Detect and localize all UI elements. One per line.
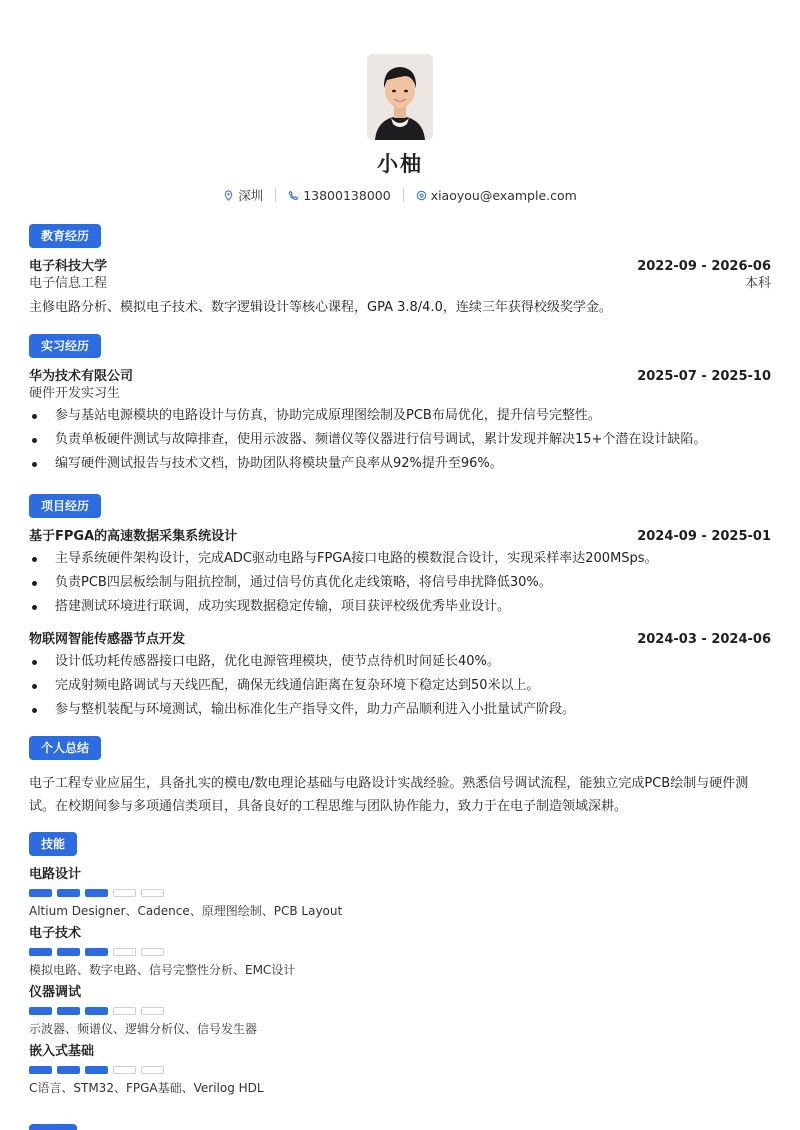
contact-email[interactable] (416, 188, 577, 203)
projects-section (29, 494, 771, 722)
company-name: 华为技术有限公司 (29, 369, 134, 384)
skill-item (29, 866, 771, 919)
internship-role: 硬件开发实习生 (29, 386, 121, 401)
school-name: 电子科技大学 (29, 259, 108, 274)
skill-level-empty (113, 889, 136, 897)
degree: 本科 (744, 276, 771, 291)
contact-row (29, 186, 771, 204)
skill-item (29, 984, 771, 1037)
skill-level-empty (141, 948, 164, 956)
resume-header (29, 0, 771, 204)
education-subrow (29, 275, 771, 292)
skill-level-filled (29, 948, 52, 956)
skill-level-filled (85, 948, 108, 956)
major: 电子信息工程 (29, 276, 108, 291)
project-bullets (29, 547, 771, 619)
list-item: 搭建测试环境进行联调，成功实现数据稳定传输，项目获评校级优秀毕业设计。 (29, 595, 771, 619)
skills-list (29, 866, 771, 1096)
project-row (29, 631, 771, 648)
summary-text: 电子工程专业应届生，具备扎实的模电/数电理论基础与电路设计实战经验。熟悉信号调试流程，能独立完成PCB绘制与硬件测试。在校期间参与多项通信类项目，具备良好的工程思维与团队协作能力，致力于在电子制造领域深耕。 (29, 776, 749, 814)
contact-phone (288, 188, 390, 203)
skill-level-filled (57, 948, 80, 956)
skill-item (29, 925, 771, 978)
phone-icon (288, 190, 299, 201)
skill-name: 电路设计 (29, 867, 82, 882)
email-text[interactable]: xiaoyou@example.com (430, 187, 577, 203)
project-bullets (29, 650, 771, 722)
skill-description: 示波器、频谱仪、逻辑分析仪、信号发生器 (29, 1022, 258, 1036)
summary-section (29, 736, 771, 818)
skill-level-bars (29, 948, 771, 956)
skill-item (29, 1043, 771, 1096)
skill-level-bars (29, 1066, 771, 1074)
skills-heading: 技能 (29, 832, 77, 856)
skill-level-filled (57, 1066, 80, 1074)
list-item: 完成射频电路调试与天线匹配，确保无线通信距离在复杂环境下稳定达到50米以上。 (29, 674, 771, 698)
projects-heading: 项目经历 (29, 494, 101, 518)
skills-section (29, 832, 771, 1096)
list-item: 编写硬件测试报告与技术文档，协助团队将模块量产良率从92%提升至96%。 (29, 452, 771, 476)
location-text: 深圳 (238, 188, 264, 203)
project-name: 物联网智能传感器节点开发 (29, 632, 186, 647)
contact-divider (403, 188, 404, 202)
contact-divider (275, 188, 276, 202)
project-row (29, 528, 771, 545)
candidate-name: 小柚 (377, 152, 423, 176)
project-name: 基于FPGA的高速数据采集系统设计 (29, 529, 238, 544)
skill-description: C语言、STM32、FPGA基础、Verilog HDL (29, 1081, 264, 1095)
list-item: 参与基站电源模块的电路设计与仿真，协助完成原理图绘制及PCB布局优化，提升信号完整性。 (29, 404, 771, 428)
education-date: 2022-09 - 2026-06 (637, 259, 771, 274)
skill-level-empty (113, 948, 136, 956)
list-item: 参与整机装配与环境测试，输出标准化生产指导文件，助力产品顺利进入小批量试产阶段。 (29, 698, 771, 722)
internship-bullets (29, 404, 771, 476)
education-description: 主修电路分析、模拟电子技术、数字逻辑设计等核心课程，GPA 3.8/4.0，连续三年获得校级奖学金。 (29, 300, 612, 315)
skill-level-filled (85, 1007, 108, 1015)
skill-level-empty (141, 1066, 164, 1074)
avatar (367, 54, 433, 140)
skill-name: 嵌入式基础 (29, 1044, 95, 1059)
next-section-tab (29, 1124, 77, 1130)
skill-level-filled (29, 889, 52, 897)
internship-date: 2025-07 - 2025-10 (637, 369, 771, 384)
skill-name: 电子技术 (29, 926, 82, 941)
portrait-photo (367, 54, 433, 140)
skill-name: 仪器调试 (29, 985, 82, 1000)
skill-level-empty (141, 1007, 164, 1015)
skill-level-filled (29, 1007, 52, 1015)
education-section (29, 224, 771, 318)
summary-heading: 个人总结 (29, 736, 101, 760)
skill-level-bars (29, 1007, 771, 1015)
skill-level-filled (57, 1007, 80, 1015)
project-date: 2024-09 - 2025-01 (637, 529, 771, 544)
internship-row (29, 368, 771, 385)
skill-level-filled (85, 1066, 108, 1074)
internship-section (29, 334, 771, 476)
skill-description: 模拟电路、数字电路、信号完整性分析、EMC设计 (29, 963, 296, 977)
skill-level-filled (57, 889, 80, 897)
skill-level-filled (85, 889, 108, 897)
education-row (29, 258, 771, 275)
list-item: 设计低功耗传感器接口电路，优化电源管理模块，使节点待机时间延长40%。 (29, 650, 771, 674)
skill-description: Altium Designer、Cadence、原理图绘制、PCB Layout (29, 904, 343, 918)
project-date: 2024-03 - 2024-06 (637, 632, 771, 647)
skill-level-empty (113, 1007, 136, 1015)
skill-level-bars (29, 889, 771, 897)
skill-level-filled (29, 1066, 52, 1074)
skill-level-empty (113, 1066, 136, 1074)
location-pin-icon (223, 190, 234, 201)
list-item: 主导系统硬件架构设计，完成ADC驱动电路与FPGA接口电路的模数混合设计，实现采样率达200MSps。 (29, 547, 771, 571)
phone-text: 13800138000 (303, 187, 391, 203)
contact-location (223, 186, 263, 204)
list-item: 负责单板硬件测试与故障排查，使用示波器、频谱仪等仪器进行信号调试，累计发现并解决15+个潜在设计缺陷。 (29, 428, 771, 452)
email-icon (416, 190, 427, 201)
skill-level-empty (141, 889, 164, 897)
education-heading: 教育经历 (29, 224, 101, 248)
internship-subrow (29, 385, 771, 402)
internship-heading: 实习经历 (29, 334, 101, 358)
list-item: 负责PCB四层板绘制与阻抗控制，通过信号仿真优化走线策略，将信号串扰降低30%。 (29, 571, 771, 595)
